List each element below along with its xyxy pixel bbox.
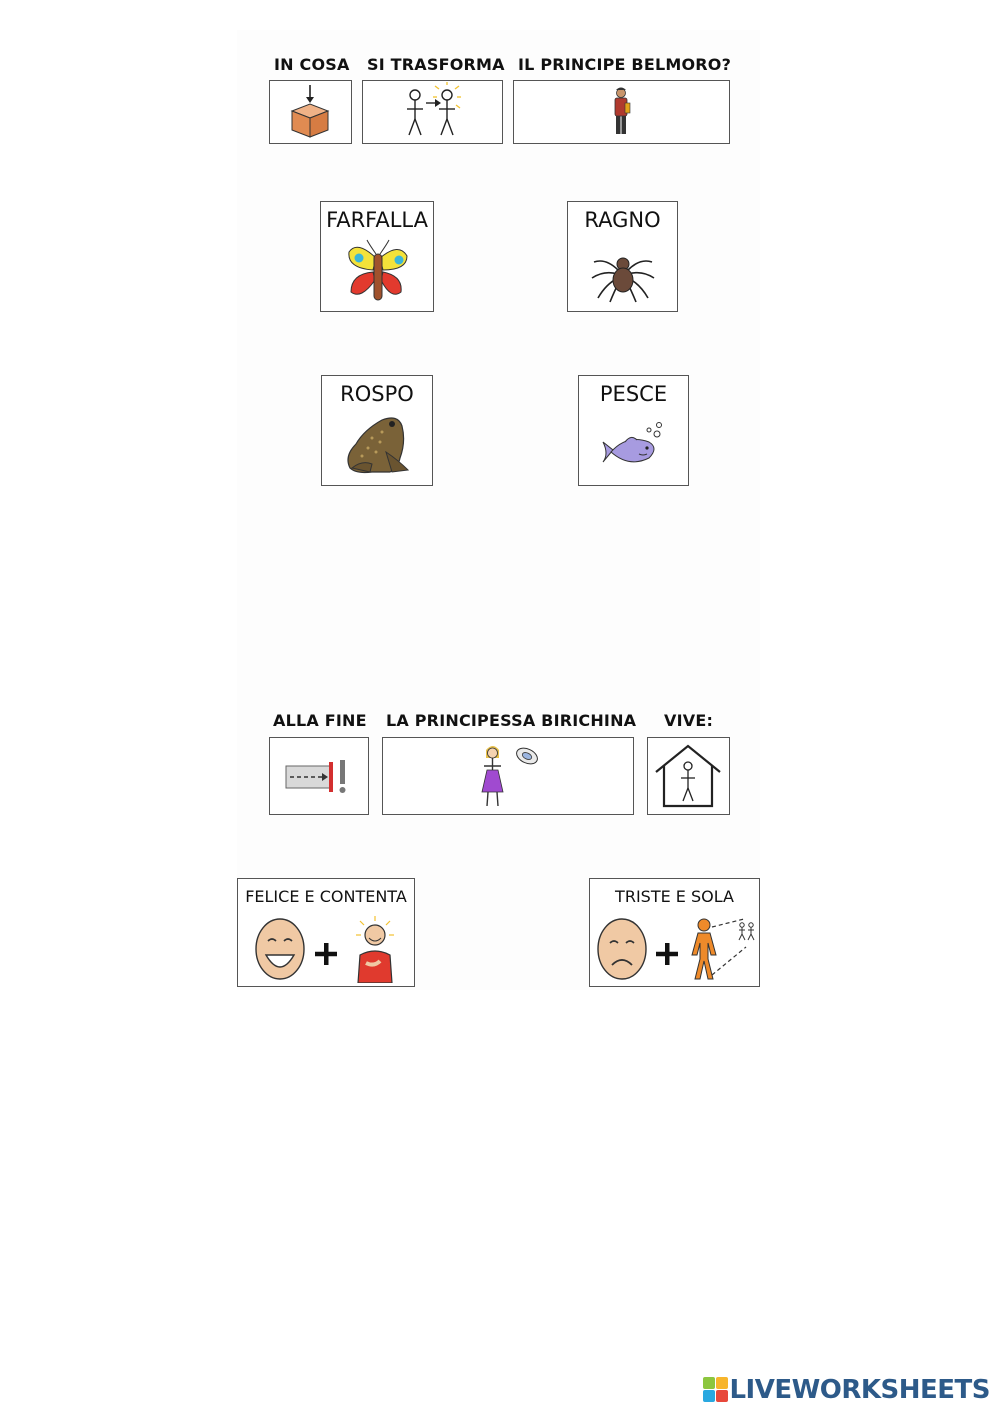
option-card-triste-e-sola[interactable]: [589, 878, 760, 987]
option-card-pesce[interactable]: [578, 375, 689, 486]
q1-word-il-principe-belmoro: IL PRINCIPE BELMORO?: [518, 55, 732, 74]
q2-word-vive: VIVE:: [664, 711, 714, 730]
option-label-rospo: ROSPO: [340, 382, 414, 406]
naughty-princess-icon: [383, 738, 633, 814]
house-icon: [648, 738, 729, 814]
q2-word-la-principessa-birichina: LA PRINCIPESSA BIRICHINA: [386, 711, 637, 730]
butterfly-icon: [343, 238, 413, 306]
q2-symbol-box-vive: [647, 737, 730, 815]
worksheet-page: [237, 30, 760, 990]
sad-face-plus-alone-icon: [594, 913, 759, 983]
q2-word-alla-fine: ALLA FINE: [273, 711, 367, 730]
end-arrow-icon: [270, 738, 368, 814]
option-card-felice-e-contenta[interactable]: [237, 878, 415, 987]
option-label-farfalla: FARFALLA: [326, 208, 428, 232]
happy-face-plus-joy-icon: [248, 913, 408, 983]
liveworksheets-logo: [703, 1375, 990, 1405]
transform-icon: [363, 81, 502, 143]
q1-symbol-box-in-cosa: [269, 80, 352, 144]
option-label-felice-e-contenta: FELICE E CONTENTA: [245, 887, 407, 906]
q1-symbol-box-il-principe: [513, 80, 730, 144]
q1-word-in-cosa: IN COSA: [274, 55, 350, 74]
prince-icon: [514, 81, 729, 143]
box-arrow-icon: [270, 81, 351, 143]
option-label-ragno: RAGNO: [584, 208, 661, 232]
option-card-ragno[interactable]: [567, 201, 678, 312]
option-card-rospo[interactable]: [321, 375, 433, 486]
option-label-triste-e-sola: TRISTE E SOLA: [615, 887, 734, 906]
toad-icon: [342, 412, 414, 480]
option-card-farfalla[interactable]: [320, 201, 434, 312]
q1-symbol-box-si-trasforma: [362, 80, 503, 144]
liveworksheets-logo-icon: [703, 1377, 729, 1403]
spider-icon: [588, 240, 658, 306]
q2-symbol-box-alla-fine: [269, 737, 369, 815]
q2-symbol-box-principessa: [382, 737, 634, 815]
liveworksheets-logo-text: LIVEWORKSHEETS: [729, 1375, 990, 1405]
option-label-pesce: PESCE: [599, 382, 668, 406]
q1-word-si-trasforma: SI TRASFORMA: [367, 55, 505, 74]
fish-icon: [599, 420, 669, 472]
